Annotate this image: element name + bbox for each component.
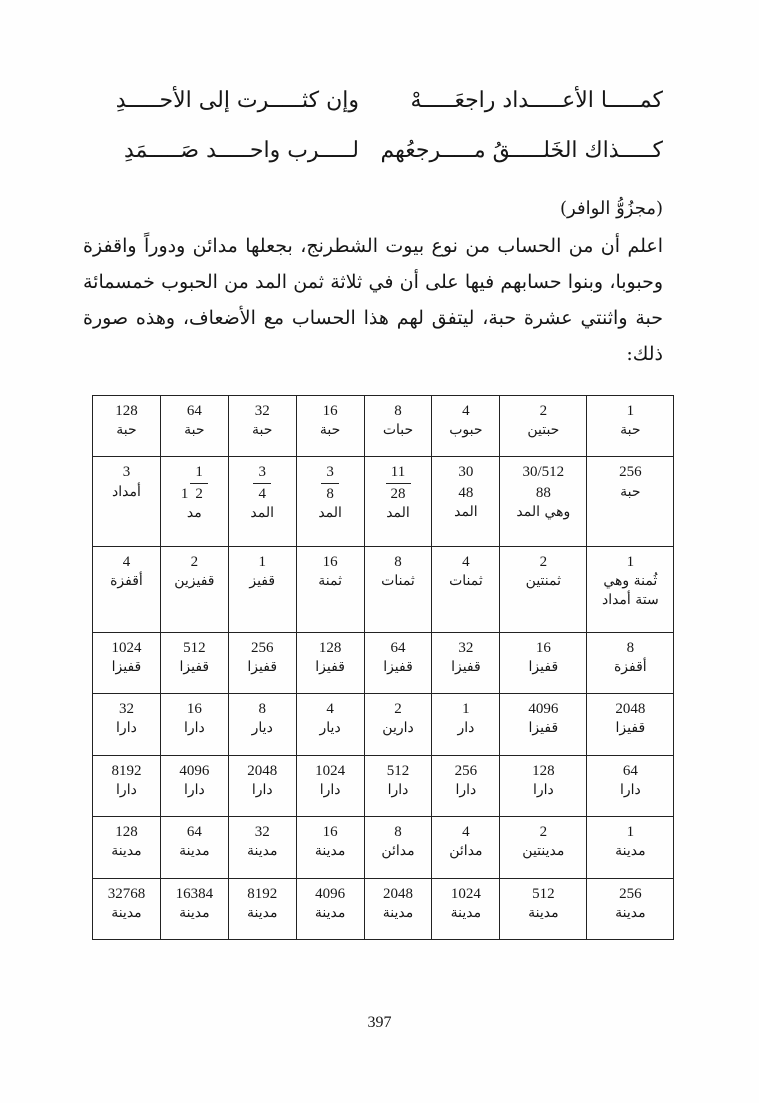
cell-unit: حبة [184,422,205,439]
table-cell [228,546,296,632]
cell-number-secondary: 88 [535,484,551,501]
cell-number: 1 [626,824,635,841]
cell-unit: مدائن [449,843,483,860]
chessboard-table [92,395,674,940]
cell-unit: مدينتين [522,843,565,860]
cell-number: 256 [619,464,642,481]
fraction-wrapper [299,462,362,504]
fraction [321,462,339,504]
cell-unit: دارا [116,720,137,737]
cell-unit: مدينة [179,904,210,921]
table-cell [587,817,674,878]
cell-unit: مدينة [314,843,346,860]
cell-number: 8192 [111,762,142,779]
table-cell [296,694,364,755]
poem-line2-left: لـــــرب واحـــــد صَـــــمَدِ [123,138,359,163]
table-cell [160,457,228,546]
cell-unit: المد [318,504,342,521]
cell-unit: ثمنة [318,572,342,589]
cell-unit: دارين [382,720,414,737]
cell-number: 128 [318,639,342,656]
cell-number: 128 [115,824,138,841]
cell-number: 2048 [615,701,646,718]
cell-unit: حبة [116,422,137,439]
table-cell [160,396,228,457]
cell-number: 4096 [315,885,346,902]
cell-unit: قفيز [249,572,276,589]
cell-unit: ديار [319,720,341,737]
cell-unit: قفيزا [528,658,559,675]
cell-unit: ثُمنة وهي [603,572,658,589]
cell-number: 3 [122,464,131,481]
cell-number: 16 [322,403,338,419]
table-cell [296,546,364,632]
table-cell [296,817,364,878]
table-row [93,546,674,632]
poem-line1-left: وإن كثـــــرت إلى الأحـــــدِ [115,88,359,113]
cell-unit: قفيزا [179,658,210,675]
cell-unit: مدينة [246,904,278,921]
cell-unit: ثمنات [449,572,483,589]
cell-number: 64 [186,403,202,419]
table-cell [160,817,228,878]
cell-number: 1 [626,403,635,419]
table-cell [432,878,500,940]
table-cell [432,632,500,693]
cell-unit: ثمنتين [525,572,561,589]
page-number: 397 [367,1014,392,1031]
table-cell [93,546,161,632]
table-cell [587,457,674,546]
table-row [93,694,674,755]
cell-unit: مدينة [111,904,142,921]
table-cell [93,457,161,546]
cell-unit: دارا [532,781,554,798]
table-cell [500,817,587,878]
fraction [253,462,271,504]
cell-unit: قفيزا [451,658,481,675]
table-cell [364,755,432,816]
table-cell [296,396,364,457]
cell-unit: مدائن [381,843,415,860]
table-row [93,396,674,457]
cell-number: 1 [462,701,470,718]
cell-number: 2048 [383,885,413,902]
table-row [93,878,674,940]
fraction-denominator: 4 [258,485,266,502]
cell-unit: مد [186,504,202,521]
table-cell [228,755,296,816]
cell-unit: دارا [387,781,409,798]
cell-unit: مدينة [450,904,482,921]
table-cell [93,694,161,755]
cell-number: 8 [258,701,266,718]
table-cell [500,878,587,940]
table-cell [500,546,587,632]
poem-line1-right: كمـــــا الأعـــــداد راجعَـــــهْ [410,88,663,113]
table-cell [587,632,674,693]
table-cell [500,694,587,755]
poem-line2-right: كـــــذاك الخَلـــــقُ مـــــرجعُهم [380,138,663,163]
cell-unit: دارا [251,781,273,798]
table-cell [228,817,296,878]
cell-number: 4 [462,553,470,570]
cell-number: 256 [619,885,642,902]
cell-number: 1024 [111,639,142,656]
cell-number: 32 [458,639,474,656]
cell-unit: حبة [620,483,641,500]
cell-unit: مدينة [615,904,646,921]
cell-number: 4 [462,403,470,419]
cell-number: 8 [394,403,402,419]
table-cell [296,632,364,693]
fraction-numerator: 3 [253,462,271,483]
fraction-numerator: 1 [190,462,208,483]
meter-label: (مجزُوُّ الوافر) [560,198,663,219]
fraction [190,462,208,504]
table-row [93,755,674,816]
cell-number: 512 [532,885,555,902]
cell-unit-secondary: ستة أمداد [601,591,659,608]
fraction-wrapper [231,462,294,504]
cell-number: 16 [322,553,338,570]
cell-unit: مدينة [314,904,346,921]
table-cell [432,457,500,546]
table-cell [296,457,364,546]
cell-unit: دار [457,720,475,737]
body-paragraph: اعلم أن من الحساب من نوع بيوت الشطرنج، بجعلها مدائن ودوراً واقفزة وحبوبا، وبنوا حسابهم فيها على أن في ثلاثة ثمن المد من الحبوب خمسمائة حبة واثنتي عشرة حبة، ليتفق لهم هذا الحساب مع الأضعاف، وهذه صورة ذلك: [83,235,663,365]
table-cell [364,694,432,755]
cell-number: 8 [394,553,402,570]
table-cell [160,755,228,816]
fraction-denominator: 8 [326,485,334,502]
cell-number: 2 [539,403,548,419]
cell-unit: مدينة [615,843,646,860]
cell-number: 30/512 [522,464,565,481]
table-cell [500,755,587,816]
cell-unit: مدينة [111,843,142,860]
cell-unit: دارا [116,781,137,798]
cell-number: 256 [454,762,478,779]
cell-unit: دارا [319,781,341,798]
cell-unit: قفيزا [247,658,278,675]
cell-number: 512 [183,639,206,656]
table-cell [228,878,296,940]
table-cell [364,546,432,632]
cell-unit: حبة [620,422,641,439]
table-cell [432,755,500,816]
cell-unit: مدينة [179,843,210,860]
cell-unit: حبة [319,422,341,439]
cell-unit: حبات [382,422,414,439]
cell-number: 4 [326,701,334,718]
cell-number: 30 [458,464,474,481]
table-cell [228,632,296,693]
cell-number: 2048 [247,762,278,779]
fraction-numerator: 11 [386,462,411,483]
fraction [386,462,411,504]
cell-unit: أقفزة [110,572,143,589]
table-cell [93,817,161,878]
table-cell [587,878,674,940]
table-cell [364,632,432,693]
cell-number: 8 [626,639,635,656]
cell-number: 4096 [179,762,210,779]
cell-number: 1 [258,553,266,570]
table-cell [432,396,500,457]
cell-unit: مدينة [246,843,278,860]
cell-number: 1024 [450,885,481,902]
cell-number: 2 [394,701,402,718]
cell-number: 16384 [175,885,214,902]
cell-number: 1024 [315,762,346,779]
table-cell [160,694,228,755]
table-cell [364,878,432,940]
table-cell [500,632,587,693]
cell-number: 128 [532,762,555,779]
table-cell [364,396,432,457]
cell-number: 128 [115,403,138,419]
cell-number: 2 [539,553,548,570]
table-cell [93,878,161,940]
cell-unit: المد [386,504,410,521]
table-cell [500,457,587,546]
table-cell [160,632,228,693]
table-cell [587,396,674,457]
cell-number: 64 [186,824,202,841]
cell-number: 2 [539,824,548,841]
cell-number: 32 [254,824,270,841]
fraction-wrapper [163,462,226,504]
cell-number: 32 [118,701,134,718]
table-cell [587,755,674,816]
cell-unit: أقفزة [613,658,647,675]
cell-number-secondary: 48 [458,484,474,501]
cell-unit: قفيزا [111,658,142,675]
cell-unit: أمداد [112,483,141,500]
fraction-wrapper [367,462,430,504]
cell-number: 4 [122,553,131,570]
table-cell [296,755,364,816]
table-cell [432,817,500,878]
cell-unit: حبة [252,422,273,439]
table-row [93,632,674,693]
cell-number: 32768 [107,885,146,902]
table-cell [228,457,296,546]
cell-unit: قفيزا [315,658,345,675]
table-cell [228,396,296,457]
cell-unit: المد [250,504,275,521]
table-cell [296,878,364,940]
cell-number: 2 [190,553,199,570]
cell-number: 64 [390,639,406,656]
cell-number: 512 [386,762,410,779]
cell-unit: حبتين [527,422,560,439]
cell-unit: وهي المد [516,503,571,520]
cell-number: 8 [394,824,402,841]
fraction-denominator: 2 [195,485,203,502]
cell-unit: قفيزا [528,720,559,737]
cell-number: 4 [462,824,470,841]
cell-number: 16 [535,639,551,656]
cell-number: 4096 [528,701,559,718]
fraction-denominator: 28 [390,485,406,502]
table-cell [228,694,296,755]
table-cell [587,546,674,632]
cell-unit: دارا [619,781,641,798]
table-cell [500,396,587,457]
table-cell [160,546,228,632]
table-cell [160,878,228,940]
table-cell [364,457,432,546]
cell-unit: دارا [455,781,477,798]
cell-unit: مدينة [528,904,559,921]
cell-number: 16 [186,701,202,718]
table-row [93,817,674,878]
cell-unit: قفيزا [383,658,413,675]
cell-unit: ديار [251,720,273,737]
cell-number: 16 [322,824,338,841]
cell-number: 64 [622,762,638,779]
table-cell [364,817,432,878]
fraction-numerator: 3 [321,462,339,483]
cell-unit: ثمنات [381,572,415,589]
table-cell [93,755,161,816]
cell-unit: دارا [183,781,205,798]
cell-unit: دارا [183,720,205,737]
cell-number: 1 [626,553,635,570]
cell-unit: قفيزا [615,720,646,737]
cell-unit: المد [454,503,478,520]
cell-unit: حبوب [449,422,483,439]
cell-unit: قفيزين [174,572,215,589]
table-cell [587,694,674,755]
cell-number: 8192 [247,885,278,902]
table-cell [93,632,161,693]
table-cell [93,396,161,457]
cell-number: 256 [250,639,274,656]
table-row [93,457,674,546]
cell-number: 32 [254,403,270,419]
fraction-whole-part: 1 [180,485,189,502]
table-cell [432,546,500,632]
cell-unit: مدينة [382,904,414,921]
table-cell [432,694,500,755]
